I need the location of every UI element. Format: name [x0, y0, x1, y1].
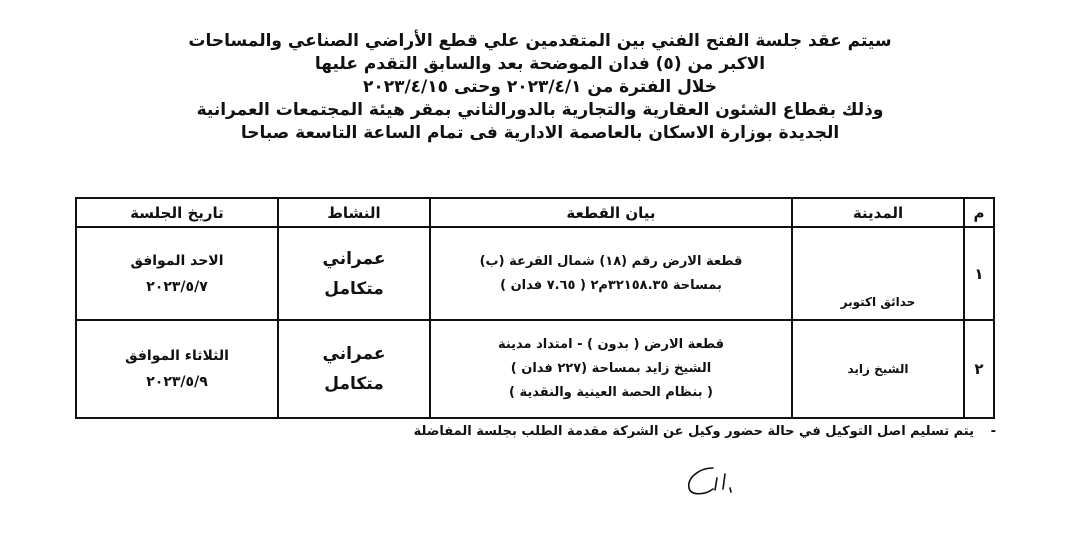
header-city: المدينة — [792, 198, 964, 227]
table-row — [76, 227, 994, 320]
activity-line: عمراني — [322, 248, 386, 269]
activity-line: عمراني — [322, 344, 386, 364]
heading-line: وذلك بقطاع الشئون العقارية والتجارية بالدورالثاني بمقر هيئة المجتمعات العمرانية — [196, 100, 884, 120]
table-row — [76, 320, 994, 418]
date-line: ٢٠٢٣/٥/٧ — [146, 278, 208, 295]
sessions-table — [75, 197, 995, 419]
heading-line: خلال الفترة من ٢٠٢٣/٤/١ وحتى ٢٠٢٣/٤/١٥ — [362, 77, 718, 97]
row-plot — [430, 320, 792, 418]
plot-line: قطعة الارض رقم (١٨) شمال القرعة (ب) — [479, 253, 743, 269]
header-plot: بيان القطعة — [430, 198, 792, 227]
header-date: تاريخ الجلسة — [76, 198, 278, 227]
row-city: الشيخ زايد — [792, 320, 964, 418]
plot-line: بمساحة ٣٢١٥٨.٣٥م٢ ( ٧.٦٥ فدان ) — [500, 277, 722, 293]
heading-line: الاكبر من (٥) فدان الموضحة بعد والسابق التقدم عليها — [314, 54, 766, 74]
row-activity — [278, 320, 430, 418]
heading-line: سيتم عقد جلسة الفتح الفني بين المتقدمين علي قطع الأراضي الصناعي والمساحات — [188, 31, 892, 51]
heading-line: الجديدة بوزارة الاسكان بالعاصمة الادارية فى تمام الساعة التاسعة صباحا — [240, 123, 840, 143]
row-plot — [430, 227, 792, 320]
activity-line: متكامل — [324, 278, 384, 299]
table-header-row — [76, 198, 994, 227]
header-num: م — [964, 198, 994, 227]
activity-line: متكامل — [324, 374, 384, 394]
row-number: ٢ — [964, 320, 994, 418]
row-date — [76, 227, 278, 320]
header-activity: النشاط — [278, 198, 430, 227]
row-number: ١ — [964, 227, 994, 320]
footnote-bullet: - — [990, 424, 996, 439]
date-line: الاحد الموافق — [130, 252, 224, 269]
plot-line: ( بنظام الحصة العينية والنقدية ) — [508, 385, 713, 400]
row-date — [76, 320, 278, 418]
row-activity — [278, 227, 430, 320]
date-line: ٢٠٢٣/٥/٩ — [146, 374, 208, 390]
plot-line: الشيخ زايد بمساحة (٢٢٧ فدان ) — [510, 361, 712, 376]
footnote-text: يتم تسليم اصل التوكيل في حالة حضور وكيل عن الشركة مقدمة الطلب بجلسة المفاضلة — [413, 424, 974, 439]
plot-line: قطعة الارض ( بدون ) - امتداد مدينة — [497, 337, 725, 352]
document-heading — [150, 30, 930, 145]
row-city: حدائق اكتوبر — [792, 227, 964, 320]
date-line: الثلاثاء الموافق — [125, 348, 229, 364]
signature-icon — [683, 464, 747, 500]
